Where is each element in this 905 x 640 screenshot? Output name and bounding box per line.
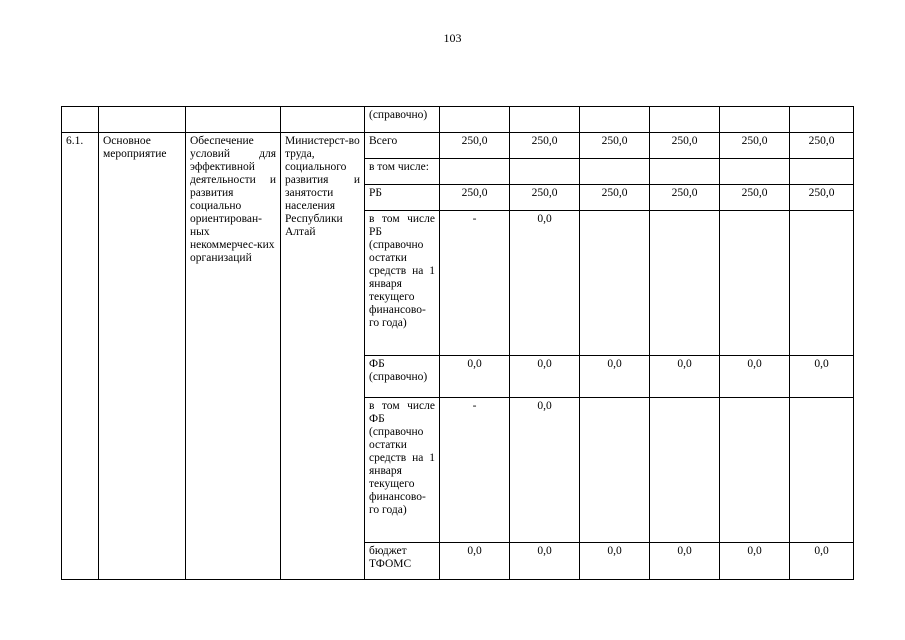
row-name: Обеспечение условий для эффективной деятельности и развития социально ориентирован-ных некоммерчес-ких организаций [186, 133, 281, 580]
value-cell: 250,0 [720, 133, 790, 159]
cell-empty [720, 107, 790, 133]
value-cell: 250,0 [790, 185, 854, 211]
value-cell: - [440, 398, 510, 543]
value-cell: 250,0 [790, 133, 854, 159]
value-cell [790, 398, 854, 543]
value-cell: 250,0 [510, 133, 580, 159]
budget-table [61, 106, 854, 580]
value-cell [650, 398, 720, 543]
source-label: Всего [365, 133, 440, 159]
value-cell: 250,0 [440, 133, 510, 159]
cell-empty [510, 107, 580, 133]
value-cell: 0,0 [790, 356, 854, 398]
value-cell: 0,0 [580, 356, 650, 398]
value-cell [790, 211, 854, 356]
row-executor: Министерст-во труда, социального развития и занятости населения Республики Алтай [281, 133, 365, 580]
cell-empty [440, 107, 510, 133]
continuation-row [62, 107, 854, 133]
cell-empty [580, 107, 650, 133]
value-cell [720, 159, 790, 185]
source-label: (справочно) [365, 107, 440, 133]
value-cell [720, 211, 790, 356]
value-cell: 0,0 [440, 356, 510, 398]
value-cell [580, 211, 650, 356]
value-cell: 250,0 [580, 185, 650, 211]
source-label: РБ [365, 185, 440, 211]
value-cell: 0,0 [510, 398, 580, 543]
value-cell: 0,0 [510, 211, 580, 356]
cell-empty [650, 107, 720, 133]
value-cell: 0,0 [650, 543, 720, 580]
page-number: 103 [443, 31, 462, 45]
value-cell [790, 159, 854, 185]
value-cell [720, 398, 790, 543]
cell-empty [790, 107, 854, 133]
value-cell: 250,0 [720, 185, 790, 211]
value-cell [650, 159, 720, 185]
value-cell [580, 159, 650, 185]
source-label: в том числе ФБ (справочно остатки средств на 1 января текущего финансово-го года) [365, 398, 440, 543]
value-cell: 250,0 [510, 185, 580, 211]
source-row [62, 133, 854, 159]
source-label: бюджет ТФОМС [365, 543, 440, 580]
row-number: 6.1. [62, 133, 99, 580]
value-cell: 0,0 [720, 543, 790, 580]
value-cell: 0,0 [790, 543, 854, 580]
value-cell: 0,0 [510, 356, 580, 398]
source-label: в том числе РБ (справочно остатки средств на 1 января текущего финансово-го года) [365, 211, 440, 356]
value-cell: 0,0 [440, 543, 510, 580]
value-cell: 250,0 [650, 185, 720, 211]
value-cell [510, 159, 580, 185]
cell-empty [62, 107, 99, 133]
cell-empty [186, 107, 281, 133]
cell-empty [281, 107, 365, 133]
row-type: Основное мероприятие [99, 133, 186, 580]
value-cell: 0,0 [650, 356, 720, 398]
value-cell [650, 211, 720, 356]
value-cell: 250,0 [580, 133, 650, 159]
value-cell [580, 398, 650, 543]
value-cell: 0,0 [580, 543, 650, 580]
value-cell: - [440, 211, 510, 356]
value-cell: 0,0 [510, 543, 580, 580]
value-cell: 250,0 [650, 133, 720, 159]
source-label: в том числе: [365, 159, 440, 185]
source-label: ФБ (справочно) [365, 356, 440, 398]
value-cell: 250,0 [440, 185, 510, 211]
value-cell: 0,0 [720, 356, 790, 398]
cell-empty [99, 107, 186, 133]
value-cell [440, 159, 510, 185]
